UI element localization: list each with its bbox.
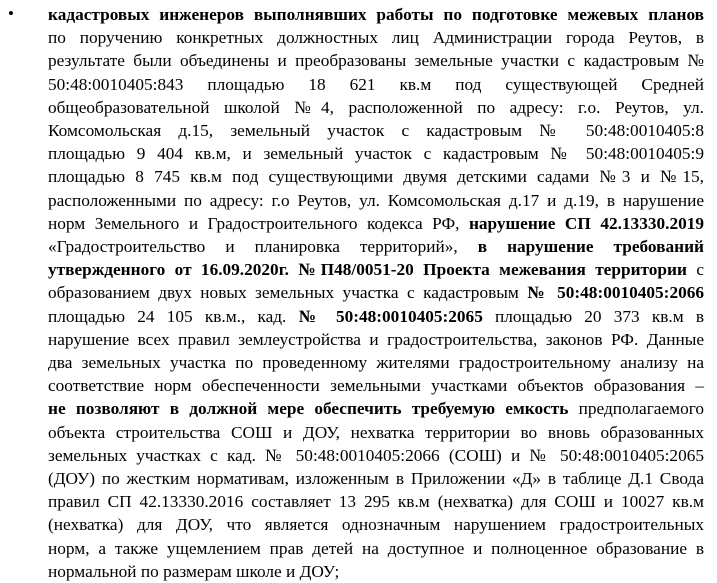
bold-text-run: не позволяют в должной мере обеспечить требуемую емкость bbox=[48, 399, 569, 419]
text-run: (ДОУ) по жестким нормативам, изложенным в Приложении «Д» в таблице Д.1 Свода bbox=[48, 469, 704, 488]
text-run: образованием двух новых земельных участка с кадастровым bbox=[48, 283, 528, 303]
text-line bbox=[48, 96, 704, 119]
text-run: норм, а также ущемлением прав детей на доступное и полноценное образование в bbox=[48, 538, 704, 558]
bold-text-run: № 50:48:0010405:2066 bbox=[527, 283, 705, 303]
text-run: земельных участках с кад. № 50:48:0010405:2066 (СОШ) и № 50:48:0010405:2065 bbox=[48, 445, 704, 465]
text-run: площадью 20 373 кв.м в bbox=[482, 306, 704, 326]
text-line bbox=[48, 513, 704, 536]
bold-text-run: в нарушение требований bbox=[477, 237, 704, 256]
bold-text-run: кадастровых инженеров выполнявших работы по подготовке межевых планов bbox=[48, 5, 704, 24]
text-line bbox=[48, 305, 704, 328]
text-line bbox=[48, 73, 704, 96]
text-line bbox=[48, 421, 704, 444]
text-line bbox=[48, 351, 704, 374]
text-line bbox=[48, 560, 704, 583]
text-line bbox=[48, 3, 704, 26]
text-run: объекта строительства СОШ и ДОУ, нехватка территории во вновь образованных bbox=[48, 422, 704, 442]
text-line bbox=[48, 374, 704, 397]
text-line bbox=[48, 235, 704, 258]
text-line bbox=[48, 142, 704, 165]
text-run: результате были объединены и преобразованы земельные участки с кадастровым № bbox=[48, 51, 704, 71]
bullet-marker: • bbox=[8, 4, 14, 23]
text-run: нормальной по размерам школе и ДОУ; bbox=[48, 561, 340, 581]
bold-text-run: № 50:48:0010405:2065 bbox=[298, 306, 483, 326]
text-run: нарушение всех правил землеустройства и градостроительства, законов РФ. Данные bbox=[48, 329, 704, 349]
text-line bbox=[48, 444, 704, 467]
text-run: правил СП 42.13330.2016 составляет 13 295 кв.м (нехватка) для СОШ и 10027 кв.м bbox=[48, 492, 704, 512]
text-run: норм Земельного и Градостроительного кодекса РФ, bbox=[48, 213, 469, 233]
text-line bbox=[48, 537, 704, 560]
text-line bbox=[48, 119, 704, 142]
text-line bbox=[48, 490, 704, 513]
text-run: предполагаемого bbox=[568, 399, 705, 419]
text-run: Комсомольская д.15, земельный участок с кадастровым № 50:48:0010405:8 bbox=[48, 121, 704, 140]
text-run: с bbox=[686, 260, 705, 280]
text-run: площадью 9 404 кв.м, и земельный участок с кадастровым № 50:48:0010405:9 bbox=[48, 144, 704, 164]
text-run: «Градостроительство и планировка территорий», bbox=[48, 237, 478, 256]
text-line bbox=[48, 165, 704, 188]
text-line bbox=[48, 212, 704, 235]
text-run: 50:48:0010405:843 площадью 18 621 кв.м под существующей Средней bbox=[48, 74, 704, 94]
text-run: площадью 8 745 кв.м под существующими двумя детскими садами №3 и №15, bbox=[48, 167, 704, 187]
text-run: по поручению конкретных должностных лиц Администрации города Реутов, в bbox=[48, 28, 704, 48]
text-run: общеобразовательной школой №4, расположенной по адресу: г.о. Реутов, ул. bbox=[48, 97, 704, 117]
text-line bbox=[48, 49, 704, 72]
bold-text-run: нарушение СП 42.13330.2019 bbox=[468, 213, 705, 233]
text-line bbox=[48, 397, 704, 420]
bold-text-run: утвержденного от 16.09.2020г. №П48/0051-20 Проекта межевания территории bbox=[48, 260, 687, 280]
text-line bbox=[48, 258, 704, 281]
text-run: соответствие норм обеспеченности земельными участками объектов образования – bbox=[48, 376, 704, 396]
text-run: площадью 24 105 кв.м., кад. bbox=[48, 306, 299, 326]
text-run: два земельных участка по проведенному жителями градостроительному анализу на bbox=[48, 353, 704, 372]
text-line bbox=[48, 189, 704, 212]
text-run: расположенными по адресу: г.о Реутов, ул. Комсомольская д.17 и д.19, в нарушение bbox=[48, 190, 704, 210]
text-line bbox=[48, 328, 704, 351]
text-run: (нехватка) для ДОУ, что является однозначным нарушением градостроительных bbox=[48, 515, 704, 535]
text-line bbox=[48, 26, 704, 49]
text-line bbox=[48, 467, 704, 490]
text-line bbox=[48, 281, 704, 304]
